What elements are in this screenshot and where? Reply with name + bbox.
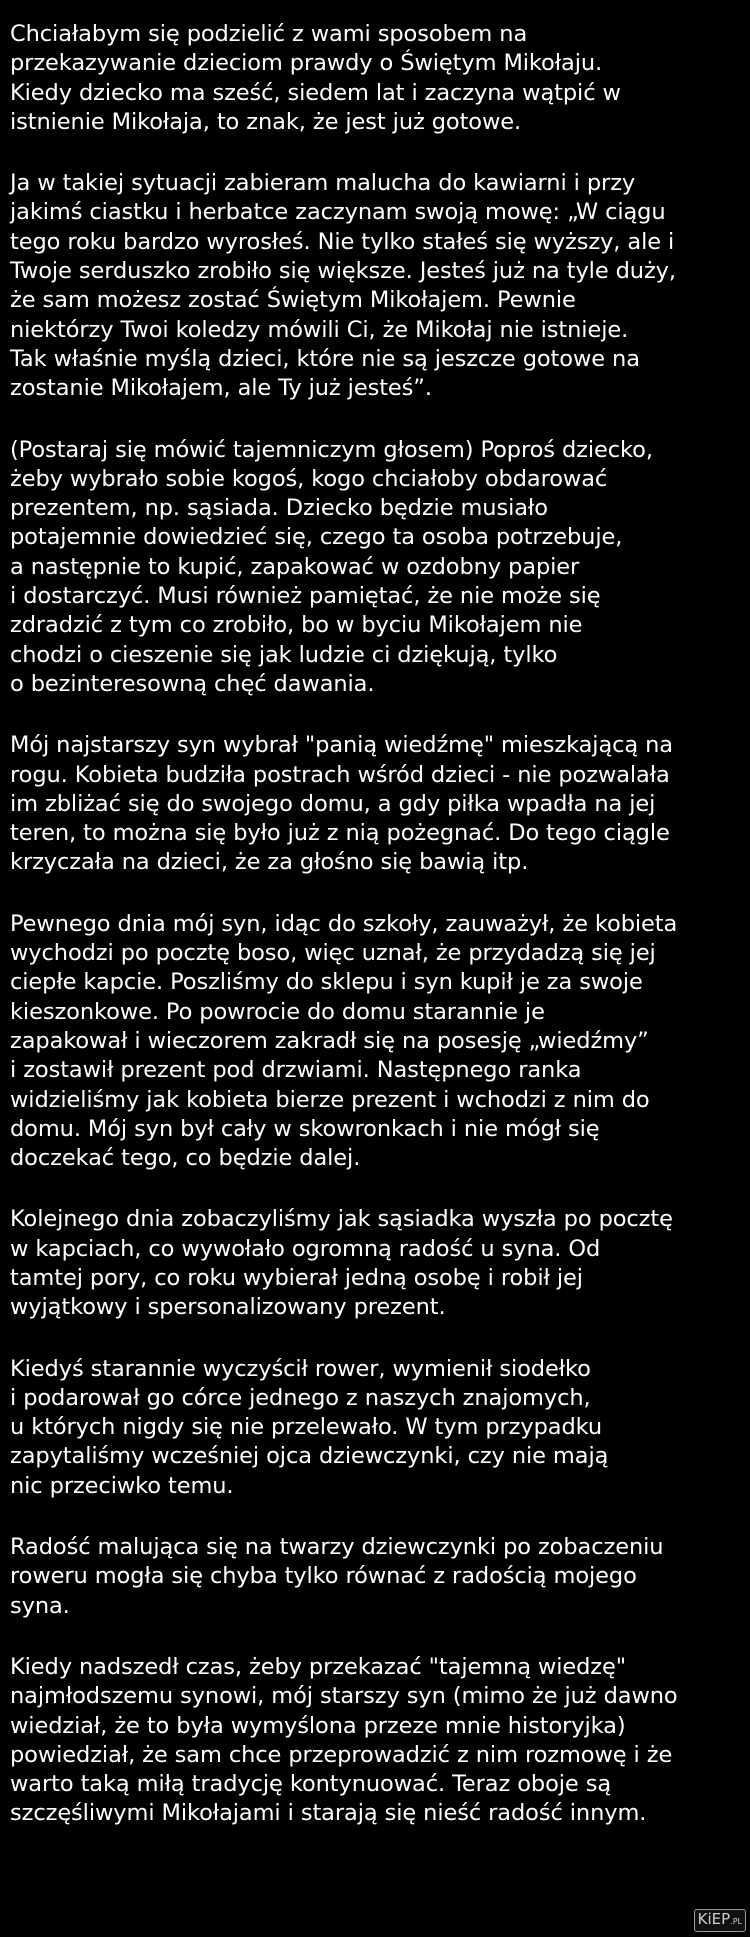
paragraph-line: zapakował i wieczorem zakradł się na posesję „wiedźmy” [10, 1027, 649, 1054]
paragraph-line: im zbliżać się do swojego domu, a gdy piłka wpadła na jej [10, 790, 656, 817]
paragraph-line: prezentem, np. sąsiada. Dziecko będzie musiało [10, 495, 548, 522]
paragraph-line: tamtej pory, co roku wybierał jedną osobę i robił jej [10, 1264, 583, 1291]
paragraph-line: istnienie Mikołaja, to znak, że jest już gotowe. [10, 108, 522, 135]
paragraph-line: chodzi o cieszenie się jak ludzie ci dziękują, tylko [10, 641, 558, 668]
paragraph-line: krzyczała na dzieci, że za głośno się bawią itp. [10, 849, 529, 876]
paragraph-line: widzieliśmy jak kobieta bierze prezent i wchodzi z nim do [10, 1086, 650, 1113]
paragraph-line: Radość malująca się na twarzy dziewczynki po zobaczeniu [10, 1534, 664, 1561]
story-paragraph [10, 910, 740, 1174]
paragraph-line: doczekać tego, co będzie dalej. [10, 1145, 361, 1172]
paragraph-line: i dostarczyć. Musi również pamiętać, że nie może się [10, 583, 601, 610]
paragraph-line: najmłodszemu synowi, mój starszy syn (mimo że już dawno [10, 1683, 678, 1710]
paragraph-line: Kiedy dziecko ma sześć, siedem lat i zaczyna wątpić w [10, 79, 621, 106]
kiep-watermark-logo [694, 1909, 746, 1932]
paragraph-line: Pewnego dnia mój syn, idąc do szkoły, zauważył, że kobieta [10, 910, 678, 937]
paragraph-line: potajemnie dowiedzieć się, czego ta osoba potrzebuje, [10, 524, 623, 551]
paragraph-line: u których nigdy się nie przelewało. W tym przypadku [10, 1414, 603, 1441]
paragraph-line: wychodzi po pocztę boso, więc uznał, że przydadzą się jej [10, 940, 656, 967]
story-paragraph [10, 1205, 740, 1322]
paragraph-line: (Postaraj się mówić tajemniczym głosem) Poproś dziecko, [10, 436, 653, 463]
paragraph-line: Kiedyś starannie wyczyścił rower, wymienił siodełko [10, 1355, 591, 1382]
paragraph-line: szczęśliwymi Mikołajami i starają się nieść radość innym. [10, 1800, 647, 1827]
paragraph-line: warto taką miłą tradycję kontynuować. Teraz oboje są [10, 1771, 612, 1798]
story-paragraph [10, 731, 740, 877]
paragraph-line: wyjątkowy i spersonalizowany prezent. [10, 1294, 446, 1321]
paragraph-line: i zostawił prezent pod drzwiami. Następnego ranka [10, 1057, 582, 1084]
paragraph-line: tego roku bardzo wyrosłeś. Nie tylko stałeś się wyższy, ale i [10, 228, 675, 255]
watermark-sub: .PL [730, 1917, 742, 1926]
paragraph-line: o bezinteresowną chęć dawania. [10, 670, 375, 697]
paragraph-line: a następnie to kupić, zapakować w ozdobny papier [10, 553, 580, 580]
paragraph-line: zapytaliśmy wcześniej ojca dziewczynki, czy nie mają [10, 1443, 609, 1470]
paragraph-line: Chciałabym się podzielić z wami sposobem na [10, 21, 528, 47]
paragraph-line: ciepłe kapcie. Poszliśmy do sklepu i syn kupił je za swoje [10, 969, 643, 996]
paragraph-line: syna. [10, 1592, 70, 1619]
story-paragraph [10, 1355, 740, 1501]
story-paragraph [10, 1533, 740, 1621]
paragraph-line: kieszonkowe. Po powrocie do domu starannie je [10, 998, 545, 1025]
paragraph-line: nic przeciwko temu. [10, 1472, 234, 1499]
paragraph-line: zostanie Mikołajem, ale Ty już jesteś”. [10, 375, 432, 402]
paragraph-line: Ja w takiej sytuacji zabieram malucha do kawiarni i przy [10, 170, 636, 197]
paragraph-line: przekazywanie dzieciom prawdy o Świętym Mikołaju. [10, 50, 603, 77]
watermark-main: KiEP [697, 1910, 731, 1928]
paragraph-line: rogu. Kobieta budziła postrach wśród dzieci - nie pozwalała [10, 761, 670, 788]
paragraph-line: Twoje serduszko zrobiło się większe. Jesteś już na tyle duży, [10, 258, 676, 285]
story-paragraph [10, 436, 740, 700]
paragraph-line: Mój najstarszy syn wybrał "panią wiedźmę" mieszkającą na [10, 732, 673, 759]
story-paragraph [10, 169, 740, 403]
paragraph-line: zdradzić z tym co zrobiło, bo w byciu Mikołajem nie [10, 612, 583, 639]
paragraph-line: roweru mogła się chyba tylko równać z radością mojego [10, 1563, 637, 1590]
paragraph-line: że sam możesz zostać Świętym Mikołajem. Pewnie [10, 287, 576, 314]
paragraph-line: i podarował go córce jednego z naszych znajomych, [10, 1384, 591, 1411]
paragraph-line: żeby wybrało sobie kogoś, kogo chciałoby obdarować [10, 465, 608, 492]
paragraph-line: wiedział, że to była wymyślona przeze mnie historyjka) [10, 1712, 626, 1739]
paragraph-line: niektórzy Twoi koledzy mówili Ci, że Mikołaj nie istnieje. [10, 316, 629, 343]
story-paragraph [10, 1653, 740, 1829]
paragraph-line: powiedział, że sam chce przeprowadzić z nim rozmowę i że [10, 1741, 673, 1768]
paragraph-line: domu. Mój syn był cały w skowronkach i nie mógł się [10, 1115, 600, 1142]
paragraph-line: Kiedy nadszedł czas, żeby przekazać "tajemną wiedzę" [10, 1653, 627, 1680]
paragraph-line: teren, to można się było już z nią pożegnać. Do tego ciągle [10, 820, 670, 847]
paragraph-line: jakimś ciastku i herbatce zaczynam swoją mowę: „W ciągu [10, 199, 666, 226]
paragraph-line: w kapciach, co wywołało ogromną radość u syna. Od [10, 1235, 601, 1262]
paragraph-line: Kolejnego dnia zobaczyliśmy jak sąsiadka wyszła po pocztę [10, 1206, 673, 1233]
story-paragraph [10, 20, 740, 137]
story-text [10, 20, 740, 1861]
paragraph-line: Tak właśnie myślą dzieci, które nie są jeszcze gotowe na [10, 345, 640, 372]
